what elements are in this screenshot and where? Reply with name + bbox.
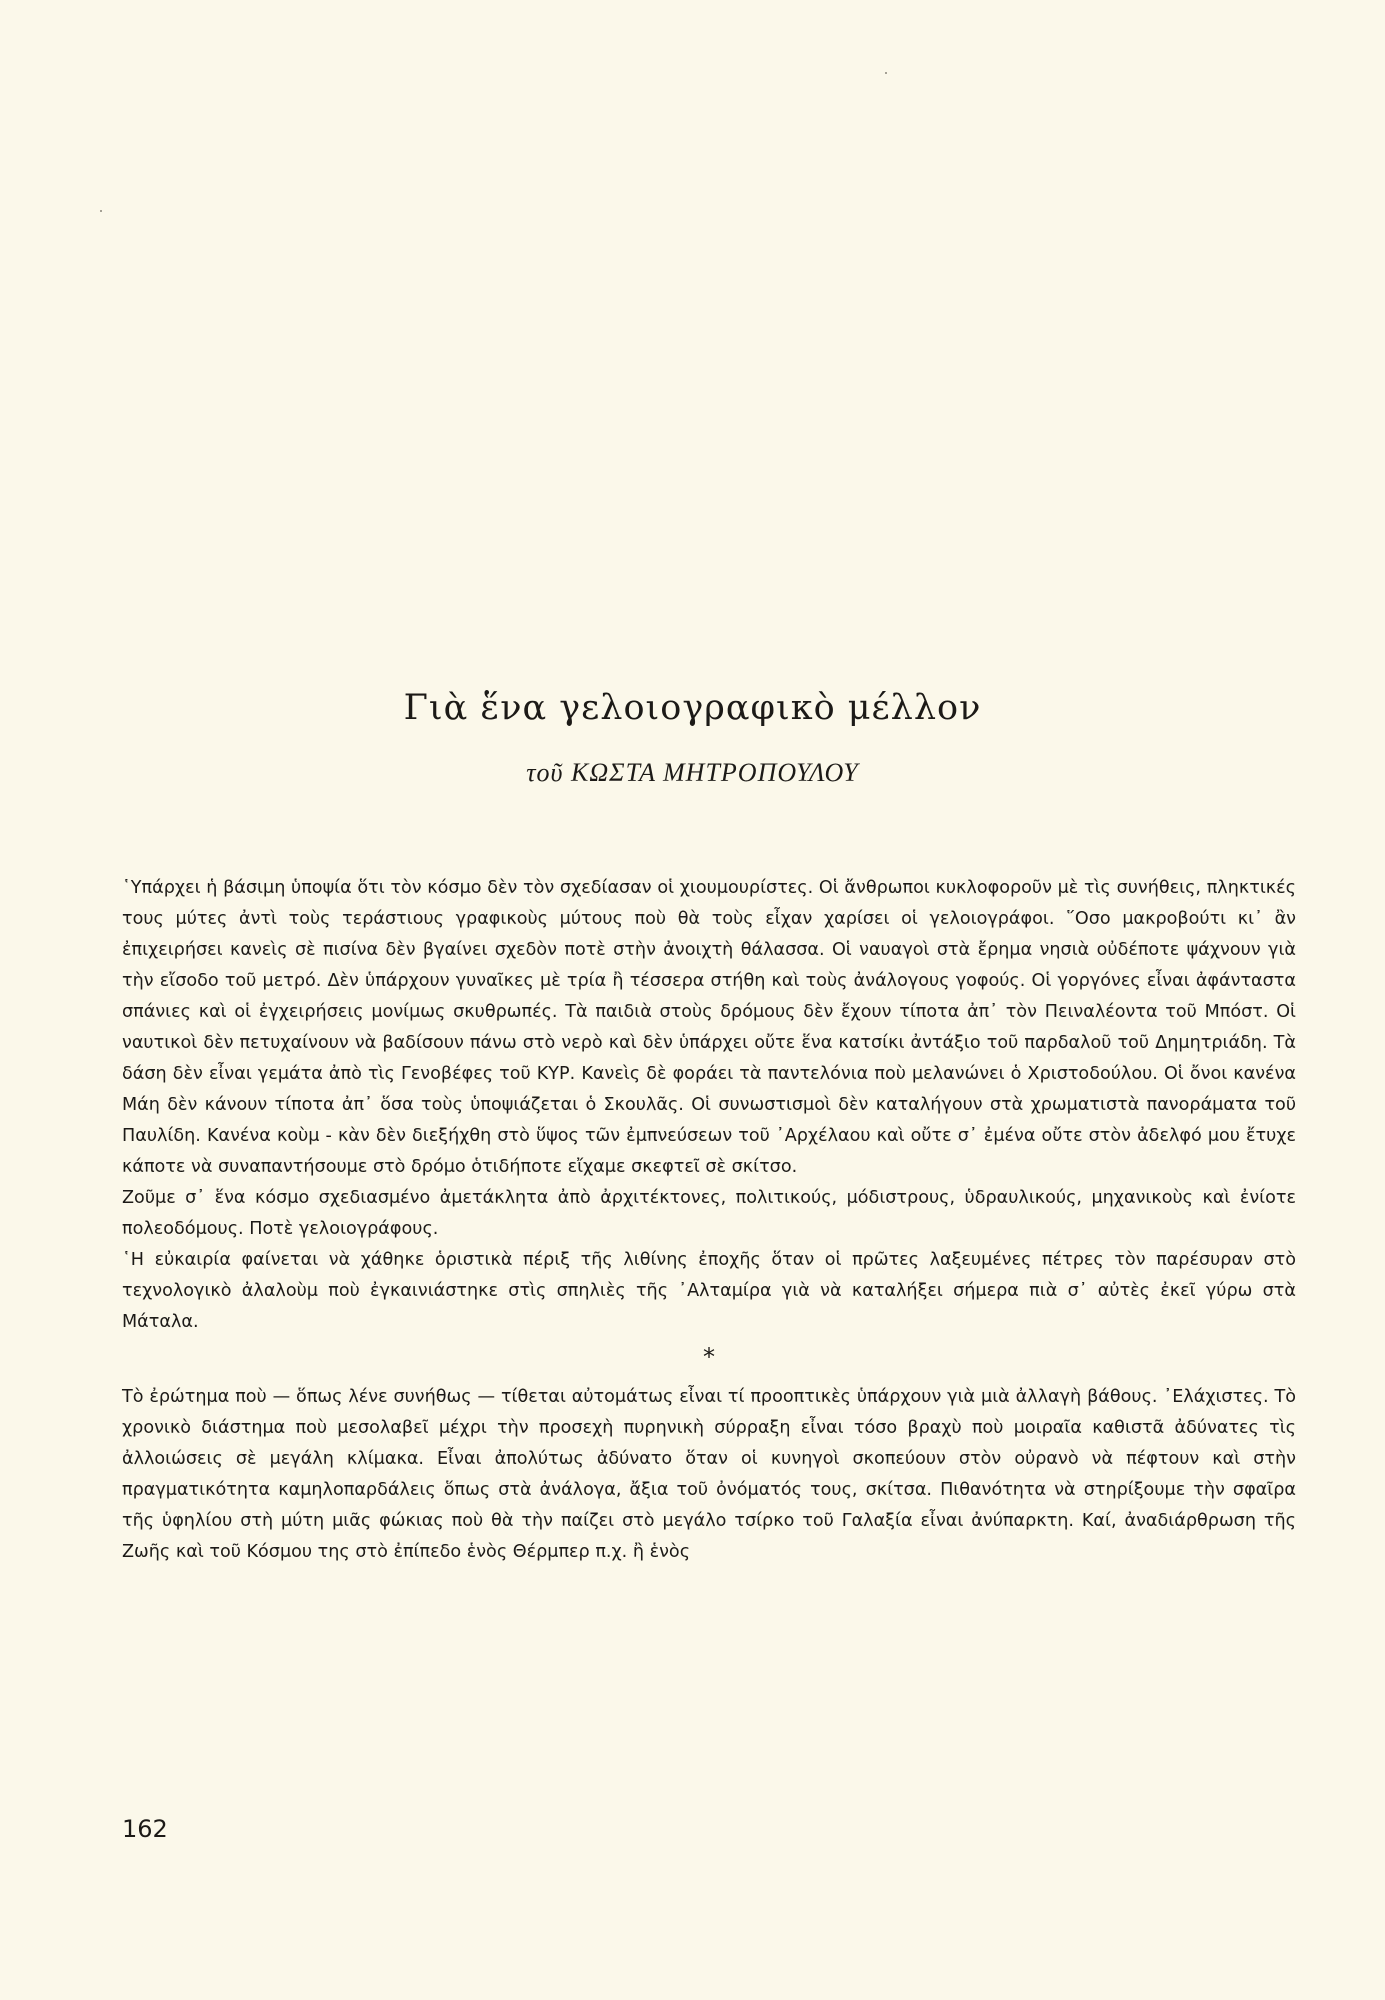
paper-speck [100, 210, 102, 212]
paragraph: Ζοῦμε σ᾿ ἕνα κόσμο σχεδιασμένο ἀμετάκλητα ἀπὸ ἀρχιτέκτονες, πολιτικούς, μόδιστρους, ὑδραυλικούς, μηχανικοὺς καὶ ἐνίοτε πολεοδόμους. Ποτὲ γελοιογράφους. [122, 1188, 1296, 1239]
paper-speck [885, 72, 887, 74]
paragraph: Τὸ ἐρώτημα ποὺ — ὅπως λένε συνήθως — τίθεται αὐτομάτως εἶναι τί προοπτικὲς ὑπάρχουν γιὰ μιὰ ἀλλαγὴ βάθους. ᾿Ελάχιστες. Τὸ χρονικὸ διάστημα ποὺ μεσολαβεῖ μέχρι τὴν προσεχὴ πυρηνικὴ σύρραξη εἶναι τόσο βραχὺ ποὺ μοιραῖα καθιστᾶ ἀδύνατες τὶς ἀλλοιώσεις σὲ μεγάλη κλίμακα. Εἶναι ἀπολύτως ἀδύνατο ὅταν οἱ κυνηγοὶ σκοπεύουν στὸν οὐρανὸ νὰ πέφτουν καὶ στὴν πραγματικότητα καμηλοπαρδάλεις ὅπως στὰ ἀνάλογα, ἄξια τοῦ ὀνόματός τους, σκίτσα. Πιθανότητα νὰ στηρίξουμε τὴν σφαῖρα τῆς ὑφηλίου στὴ μύτη μιᾶς φώκιας ποὺ θὰ τὴν παίζει στὸ μεγάλο τσίρκο τοῦ Γαλαξία εἶναι ἀνύπαρκτη. Καί, ἀναδιάρθρωση τῆς Ζωῆς καὶ τοῦ Κόσμου της στὸ ἐπίπεδο ἑνὸς Θέρμπερ π.χ. ἢ ἑνὸς [122, 1387, 1296, 1562]
paragraph: ῾Υπάρχει ἡ βάσιμη ὑποψία ὅτι τὸν κόσμο δὲν τὸν σχεδίασαν οἱ χιουμουρίστες. Οἱ ἄνθρωποι κυκλοφοροῦν μὲ τὶς συνήθεις, πληκτικές τους μύτες ἀντὶ τοὺς τεράστιους γραφικοὺς μύτους ποὺ θὰ τοὺς εἶχαν χαρίσει οἱ γελοιογράφοι. ῞Οσο μακροβούτι κι᾿ ἂν ἐπιχειρήσει κανεὶς σὲ πισίνα δὲν βγαίνει σχεδὸν ποτὲ στὴν ἀνοιχτὴ θάλασσα. Οἱ ναυαγοὶ στὰ ἔρημα νησιὰ οὐδέποτε ψάχνουν γιὰ τὴν εἴσοδο τοῦ μετρό. Δὲν ὑπάρχουν γυναῖκες μὲ τρία ἢ τέσσερα στήθη καὶ τοὺς ἀνάλογους γοφούς. Οἱ γοργόνες εἶναι ἀφάνταστα σπάνιες καὶ οἱ ἐγχειρήσεις μονίμως σκυθρωπές. Τὰ παιδιὰ στοὺς δρόμους δὲν ἔχουν τίποτα ἀπ᾿ τὸν Πειναλέοντα τοῦ Μπόστ. Οἱ ναυτικοὶ δὲν πετυχαίνουν νὰ βαδίσουν πάνω στὸ νερὸ καὶ δὲν ὑπάρχει οὔτε ἕνα κατσίκι ἀντάξιο τοῦ παρδαλοῦ τοῦ Δημητριάδη. Τὰ δάση δὲν εἶναι γεμάτα ἀπὸ τὶς Γενοβέφες τοῦ ΚΥΡ. Κανεὶς δὲ φοράει τὰ παντελόνια ποὺ μελανώνει ὁ Χριστοδούλου. Οἱ ὄνοι κανένα Μάη δὲν κάνουν τίποτα ἀπ᾿ ὅσα τοὺς ὑποψιάζεται ὁ Σκουλᾶς. Οἱ συνωστισμοὶ δὲν καταλήγουν στὰ χρωματιστὰ πανοράματα τοῦ Παυλίδη. Κανένα κοὺμ - κὰν δὲν διεξήχθη στὸ ὕψος τῶν ἐμπνεύσεων τοῦ ᾿Αρχέλαου καὶ οὔτε σ᾿ ἐμένα οὔτε στὸν ἀδελφό μου ἔτυχε κάποτε νὰ συναπαντήσουμε στὸ δρόμο ὁτιδήποτε εἴχαμε σκεφτεῖ σὲ σκίτσο. [122, 878, 1296, 1177]
article-byline: τοῦ ΚΩΣΤΑ ΜΗΤΡΟΠΟΥΛΟΥ [526, 758, 859, 787]
page-number: 162 [122, 1815, 168, 1843]
article-title: Γιὰ ἕνα γελοιογραφικὸ μέλλον [403, 688, 982, 728]
paragraph: ῾Η εὐκαιρία φαίνεται νὰ χάθηκε ὁριστικὰ πέριξ τῆς λιθίνης ἐποχῆς ὅταν οἱ πρῶτες λαξευμένες πέτρες τὸν παρέσυραν στὸ τεχνολογικὸ ἀλαλοὺμ ποὺ ἐγκαινιάστηκε στὶς σπηλιὲς τῆς ᾿Αλταμίρα γιὰ νὰ καταλήξει σήμερα πιὰ σ᾿ αὐτὲς ἐκεῖ γύρω στὰ Μάταλα. [122, 1250, 1296, 1332]
article-body [122, 873, 1296, 1568]
section-separator: * [703, 1343, 715, 1371]
